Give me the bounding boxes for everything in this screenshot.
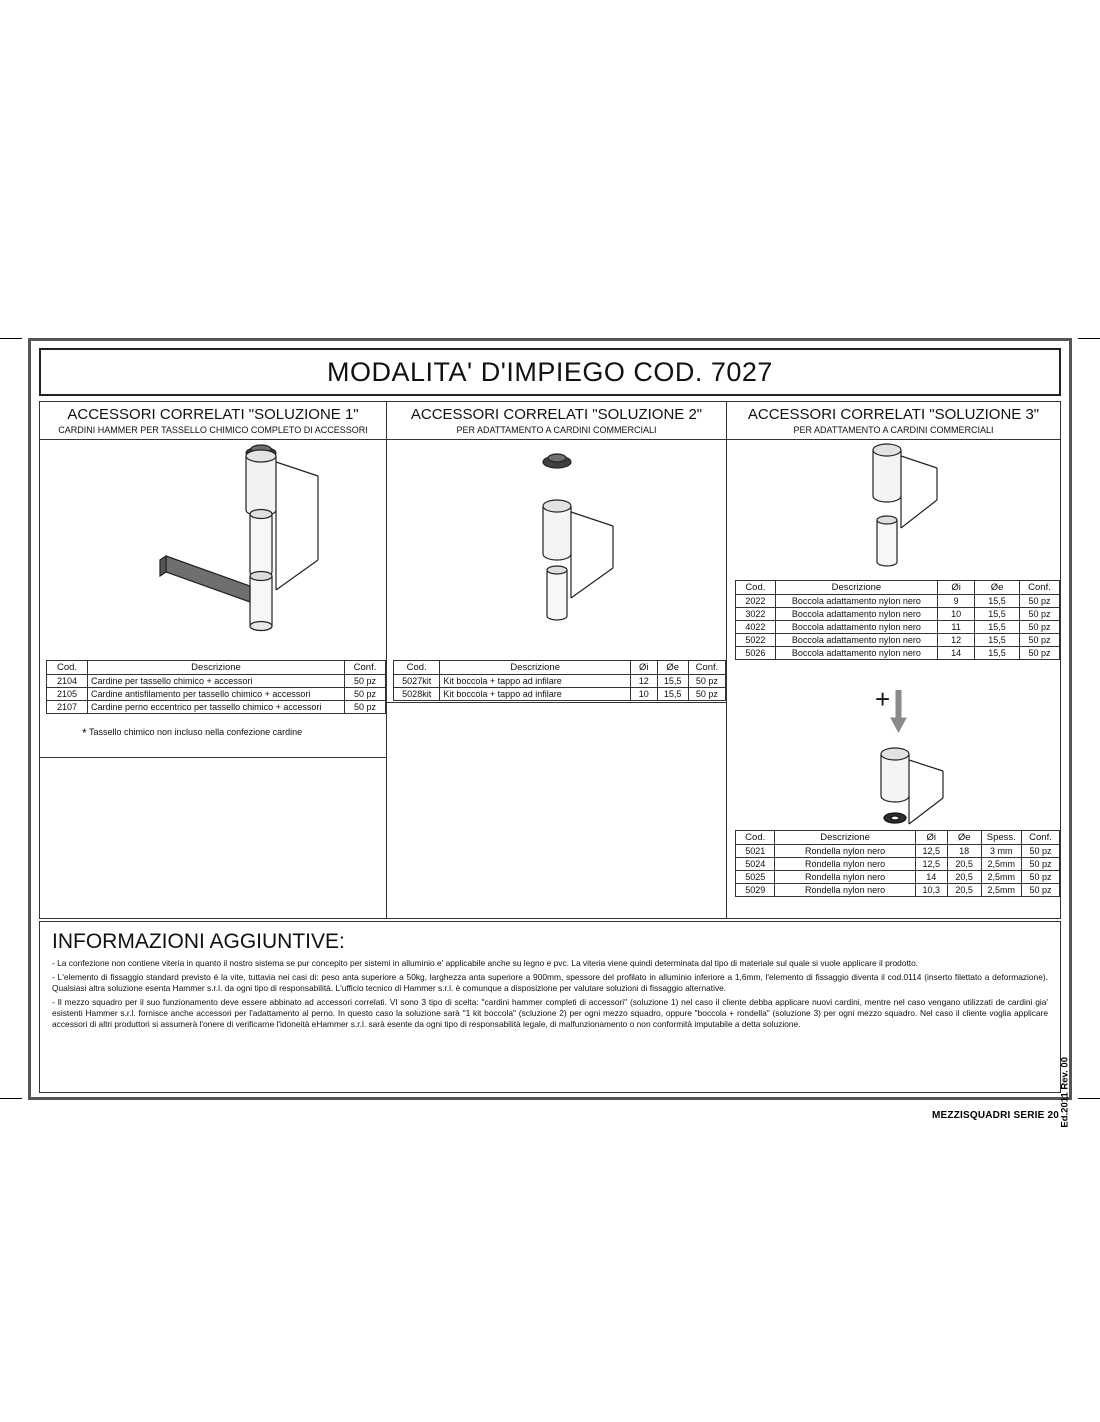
cell-descrizione: Boccola adattamento nylon nero: [775, 621, 937, 634]
down-arrow-icon: [889, 690, 909, 734]
cell-conf: 50 pz: [1022, 884, 1060, 897]
table-row: [736, 595, 1060, 608]
cell-cod: 5028kit: [394, 688, 440, 701]
th-de: Øe: [975, 581, 1020, 595]
cell-conf: 50 pz: [1022, 871, 1060, 884]
asterisk-icon: *: [82, 726, 87, 740]
solution-2-panel: [387, 401, 727, 919]
footnote-text: Tassello chimico non incluso nella confezione cardine: [89, 727, 303, 737]
cell-descrizione: Rondella nylon nero: [775, 884, 915, 897]
cell-conf: 50 pz: [1022, 858, 1060, 871]
info-title: INFORMAZIONI AGGIUNTIVE:: [52, 930, 345, 953]
table-row: [736, 647, 1060, 660]
solution-3-subheading: PER ADATTAMENTO A CARDINI COMMERCIALI: [793, 425, 994, 435]
table-row: [394, 688, 726, 701]
cell-descrizione: Rondella nylon nero: [775, 845, 915, 858]
cell-conf: 50 pz: [1020, 595, 1060, 608]
cell-cod: 5026: [736, 647, 776, 660]
cell-cod: 5024: [736, 858, 775, 871]
cell-conf: 50 pz: [688, 675, 725, 688]
solution-1-subheading: CARDINI HAMMER PER TASSELLO CHIMICO COMPLETO DI ACCESSORI: [58, 425, 368, 435]
th-cod: Cod.: [47, 661, 88, 675]
th-descrizione: Descrizione: [440, 661, 631, 675]
cell-cod: 2105: [47, 688, 88, 701]
cell-cod: 2022: [736, 595, 776, 608]
cell-de: 20,5: [947, 871, 981, 884]
table-row: [736, 621, 1060, 634]
solution-2-header: [387, 402, 726, 440]
solution-1-panel: [39, 401, 387, 919]
cell-di: 12: [938, 634, 975, 647]
th-conf: Conf.: [1020, 581, 1060, 595]
title-box: [39, 348, 1061, 396]
cell-descrizione: Cardine per tassello chimico + accessori: [88, 675, 345, 688]
crop-tick-left-bottom: [0, 1098, 22, 1099]
table-header-row: [736, 831, 1060, 845]
table-header-row: [394, 661, 726, 675]
cell-di: 10,3: [915, 884, 947, 897]
cell-conf: 50 pz: [1020, 634, 1060, 647]
revision-label: Ed.2011 Rev. 00: [1060, 1057, 1071, 1128]
cell-descrizione: Cardine perno eccentrico per tassello chimico + accessori: [88, 701, 345, 714]
table-row: [736, 608, 1060, 621]
solution-2-drawing: [497, 448, 677, 648]
solution-2-heading: ACCESSORI CORRELATI "SOLUZIONE 2": [410, 406, 703, 423]
solution-3-table-top: [735, 580, 1060, 660]
cell-di: 10: [630, 688, 657, 701]
cell-spess: 2,5mm: [981, 871, 1021, 884]
table-row: [394, 675, 726, 688]
cell-de: 15,5: [975, 634, 1020, 647]
solution-3-table-bottom-wrap: [735, 830, 1060, 897]
solution-1-drawing: [158, 440, 388, 660]
table-row: [47, 688, 386, 701]
table-row: [736, 634, 1060, 647]
th-cod: Cod.: [736, 581, 776, 595]
info-paragraph-1: - La confezione non contiene viteria in quanto il nostro sistema se pur concepito per sistemi in alluminio e' applicabile anche su legno e pvc. La viteria viene quindi determinata dal tipo di materiale sul quale si vuole applicare il prodotto.: [52, 958, 919, 968]
table-header-row: [47, 661, 386, 675]
solution-2-table-wrap: [393, 660, 726, 701]
crop-tick-right: [1078, 338, 1100, 339]
solution-2-subheading: PER ADATTAMENTO A CARDINI COMMERCIALI: [456, 425, 657, 435]
cell-descrizione: Kit boccola + tappo ad infilare: [440, 675, 631, 688]
table-row: [736, 884, 1060, 897]
cell-cod: 2107: [47, 701, 88, 714]
table-row: [736, 871, 1060, 884]
cell-descrizione: Boccola adattamento nylon nero: [775, 595, 937, 608]
table-row: [47, 701, 386, 714]
cell-di: 12,5: [915, 858, 947, 871]
cell-conf: 50 pz: [688, 688, 725, 701]
th-de: Øe: [947, 831, 981, 845]
cell-spess: 3 mm: [981, 845, 1021, 858]
cell-di: 9: [938, 595, 975, 608]
additional-info-box: [39, 921, 1061, 1093]
th-conf: Conf.: [1022, 831, 1060, 845]
solution-3-header: [727, 402, 1060, 440]
cell-de: 20,5: [947, 858, 981, 871]
solution-2-table: [393, 660, 726, 701]
series-footer: MEZZISQUADRI SERIE 20: [932, 1110, 1059, 1121]
technical-sheet: [28, 338, 1072, 1128]
cell-de: 15,5: [975, 595, 1020, 608]
cell-de: 15,5: [975, 608, 1020, 621]
cell-conf: 50 pz: [345, 675, 386, 688]
cell-spess: 2,5mm: [981, 884, 1021, 897]
solution-1-heading: ACCESSORI CORRELATI "SOLUZIONE 1": [67, 406, 359, 423]
divider: [387, 439, 726, 440]
cell-cod: 3022: [736, 608, 776, 621]
cell-descrizione: Boccola adattamento nylon nero: [775, 647, 937, 660]
cell-cod: 2104: [47, 675, 88, 688]
cell-conf: 50 pz: [1020, 621, 1060, 634]
crop-tick-right-bottom: [1078, 1098, 1100, 1099]
cell-conf: 50 pz: [345, 701, 386, 714]
solution-1-header: [40, 402, 386, 440]
cell-descrizione: Rondella nylon nero: [775, 858, 915, 871]
cell-de: 15,5: [975, 647, 1020, 660]
cell-de: 15,5: [657, 675, 688, 688]
cell-de: 15,5: [975, 621, 1020, 634]
th-conf: Conf.: [345, 661, 386, 675]
th-di: Øi: [915, 831, 947, 845]
cell-conf: 50 pz: [345, 688, 386, 701]
cell-descrizione: Boccola adattamento nylon nero: [775, 634, 937, 647]
cell-descrizione: Rondella nylon nero: [775, 871, 915, 884]
solutions-row: [39, 401, 1061, 919]
table-row: [47, 675, 386, 688]
plus-symbol: +: [875, 684, 891, 714]
cell-conf: 50 pz: [1020, 647, 1060, 660]
cell-descrizione: Kit boccola + tappo ad infilare: [440, 688, 631, 701]
crop-tick-left: [0, 338, 22, 339]
th-descrizione: Descrizione: [775, 831, 915, 845]
solution-3-table-top-wrap: [735, 580, 1060, 660]
cell-cod: 4022: [736, 621, 776, 634]
solution-3-heading: ACCESSORI CORRELATI "SOLUZIONE 3": [747, 406, 1040, 423]
solution-2-lower-divider: [387, 702, 726, 703]
solution-3-panel: [727, 401, 1061, 919]
cell-cod: 5022: [736, 634, 776, 647]
table-row: [736, 845, 1060, 858]
cell-cod: 5025: [736, 871, 775, 884]
cell-di: 10: [938, 608, 975, 621]
table-header-row: [736, 581, 1060, 595]
cell-di: 12: [630, 675, 657, 688]
solution-3-drawing-top: [837, 438, 997, 588]
th-de: Øe: [657, 661, 688, 675]
info-paragraph-2: - L'elemento di fissaggio standard previsto é la vite, tuttavia nei casi di: peso anta superiore a 50kg, larghezza anta superiore a 900mm, spessore del profilato in alluminio inferiore a 1,6mm, l'elemento di fissaggio diventa il cod.0114 (inserto filettato a deformazione). Qualsiasi altra soluzione esenta Hammer s.r.l. da ogni tipo di responsabilità. L'ufficio tecnico di Hammer s.r.l. è comunque a disposizione per valutare soluzioni di fissaggio alternative.: [52, 972, 1048, 994]
th-cod: Cod.: [736, 831, 775, 845]
solution-1-footnote: [82, 726, 302, 740]
cell-cod: 5029: [736, 884, 775, 897]
cell-conf: 50 pz: [1022, 845, 1060, 858]
cell-conf: 50 pz: [1020, 608, 1060, 621]
th-di: Øi: [938, 581, 975, 595]
th-conf: Conf.: [688, 661, 725, 675]
cell-descrizione: Cardine antisfilamento per tassello chimico + accessori: [88, 688, 345, 701]
cell-de: 15,5: [657, 688, 688, 701]
cell-di: 14: [938, 647, 975, 660]
cell-di: 12,5: [915, 845, 947, 858]
cell-spess: 2,5mm: [981, 858, 1021, 871]
cell-cod: 5027kit: [394, 675, 440, 688]
th-cod: Cod.: [394, 661, 440, 675]
cell-cod: 5021: [736, 845, 775, 858]
cell-de: 18: [947, 845, 981, 858]
solution-1-table-wrap: [46, 660, 386, 714]
th-di: Øi: [630, 661, 657, 675]
cell-di: 11: [938, 621, 975, 634]
th-descrizione: Descrizione: [775, 581, 937, 595]
solution-3-drawing-bottom: [845, 742, 975, 832]
solution-1-lower-divider: [40, 757, 386, 758]
solution-1-table: [46, 660, 386, 714]
th-spess: Spess.: [981, 831, 1021, 845]
page-title: MODALITA' D'IMPIEGO COD. 7027: [327, 356, 773, 387]
table-row: [736, 858, 1060, 871]
th-descrizione: Descrizione: [88, 661, 345, 675]
info-paragraph-3: - Il mezzo squadro per il suo funzionamento deve essere abbinato ad accessori correlati. VI sono 3 tipo di scelta: "cardini hammer completi di accessori" (soluzione 1) nel caso il cliente debba applicare nuovi cardini, mentre nel caso vengano utilizzati de cardini gia' esistenti Hammer s.r.l. fornisce anche accessori per l'adattamento al perno. In questo caso la soluzione sarà "1 kit boccola" (scluzione 2) per ogni mezzo squadro, oppure "boccola + rondella" (soluzione 3) per ogni mezzo squadro. Nel caso il cliente voglia applicare accessori di altri produttori si assumerà l'onere di verificarne l'idoneità eHammer s.r.l. sarà esente da ogni tipo di responsabilità legale, di malfunzionamento o non conformità imputabile a detta soluzione.: [52, 997, 1048, 1030]
solution-3-table-bottom: [735, 830, 1060, 897]
cell-di: 14: [915, 871, 947, 884]
cell-descrizione: Boccola adattamento nylon nero: [775, 608, 937, 621]
cell-de: 20,5: [947, 884, 981, 897]
